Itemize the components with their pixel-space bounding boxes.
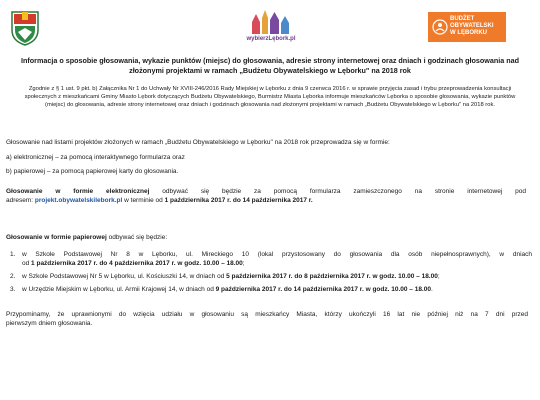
electronic-voting-dates: 1 października 2017 r. do 14 października 2017 r. [164, 197, 313, 204]
paper-voting-heading: Głosowanie w formie papierowej [6, 234, 107, 241]
legal-basis-paragraph: Zgodnie z § 1 ust. 9 pkt. b) Załącznika Nr 1 do Uchwały Nr XVIII-246/2016 Rady Miejskiej w Lęborku z dnia 9 czerwca 2016 r. w sprawie przyjęcia zasad i trybu przeprowadzenia konsultacji społecznych z mieszkańcami Gminy Miasto Lębork dotyczących Budżetu Obywatelskiego, Burmistrz Miasta Lęborka informuje mieszkańców Lęborka o sposobie głosowania, wykazie punktów (miejsc) do głosowania, adresie strony internetowej oraz dniach i godzinach głosowania nad złożonymi projektami w ramach „Budżetu Obywatelskiego w Lęborku" na 2018 rok. [24, 86, 516, 108]
town-skyline-icon [238, 8, 304, 36]
city-crest-logo [10, 10, 40, 46]
eligibility-text-line2: pierwszym dniem głosowania. [6, 320, 93, 327]
electronic-voting-paragraph [6, 187, 526, 205]
voting-form-electronic: a) elektronicznej – za pomocą interaktywnego formularza oraz [6, 154, 185, 161]
voting-website-link[interactable]: projekt.obywatelskilebork.pl [34, 197, 123, 204]
eligibility-text-line1: Przypominamy, że uprawnionymi do wzięcia udziału w głosowaniu są mieszkańcy Miasta, którzy ukończyli 16 lat nie później niż na 7 dni przed [6, 311, 528, 318]
wybierz-lebork-logo [238, 8, 304, 48]
paper-voting-text: odbywać się będzie: [106, 234, 168, 241]
list-item-number: 2. [10, 273, 16, 280]
location-1-text: w Szkole Podstawowej Nr 8 w Lęborku, ul. Mireckiego 10 (lokal przystosowany do głosowania dla osób niepełnosprawnych), w dniach [22, 251, 532, 258]
budzet-obywatelski-logo [428, 12, 506, 42]
voting-form-paper: b) papierowej – za pomocą papierowej karty do głosowania. [6, 168, 179, 175]
list-item-number: 1. [10, 251, 16, 258]
location-2-dates: 5 października 2017 r. do 8 października 2017 r. w godz. 10.00 – 18.00 [226, 273, 438, 280]
electronic-term-label: w terminie od [122, 197, 165, 204]
location-1-pre: od [22, 260, 32, 267]
people-circle-icon [432, 19, 448, 35]
document-title: Informacja o sposobie głosowania, wykazie punktów (miejsc) do głosowania, adresie strony internetowej oraz dniach i godzinach głosowania nad złożonymi projektami w ramach „Budżetu Obywatelskiego w Lęborku" na 2018 rok [20, 56, 520, 75]
location-1-post: ; [242, 260, 245, 267]
location-2-post: ; [437, 273, 440, 280]
budget-logo-line2: OBYWATELSKI [450, 23, 494, 29]
location-1-dates: 1 października 2017 r. do 4 października 2017 r. w godz. 10.00 – 18.00 [31, 260, 243, 267]
voting-forms-intro: Głosowanie nad listami projektów złożonych w ramach „Budżetu Obywatelskiego w Lęborku" na 2018 rok przeprowadza się w formie: [6, 139, 390, 146]
budget-logo-line3: W LĘBORKU [450, 30, 487, 36]
header [0, 0, 540, 56]
list-item [6, 272, 532, 281]
address-label: adresem: [6, 197, 35, 204]
voting-locations-list [6, 250, 532, 298]
electronic-voting-heading: Głosowanie w formie elektronicznej [6, 188, 150, 195]
location-2-text: w Szkole Podstawowej Nr 5 w Lęborku, ul. Kościuszki 14, w dniach od [22, 273, 227, 280]
center-logo-text: wybierzLębork.pl [246, 36, 296, 42]
location-3-dates: 9 października 2017 r. do 14 października 2017 r. w godz. 10.00 – 18.00 [215, 286, 431, 293]
list-item-number: 3. [10, 286, 16, 293]
list-item [6, 250, 532, 268]
budget-logo-text [450, 16, 506, 37]
location-3-text: w Urzędzie Miejskim w Lęborku, ul. Armii Krajowej 14, w dniach od [22, 286, 216, 293]
budget-logo-line1: BUDŻET [450, 16, 475, 22]
location-3-post: . [430, 286, 433, 293]
electronic-voting-text: odbywać się będzie za pomocą formularza zamieszczonego na stronie internetowej pod [149, 188, 526, 195]
paper-voting-paragraph [6, 233, 534, 242]
eligibility-reminder [6, 310, 528, 328]
list-item [6, 285, 532, 294]
